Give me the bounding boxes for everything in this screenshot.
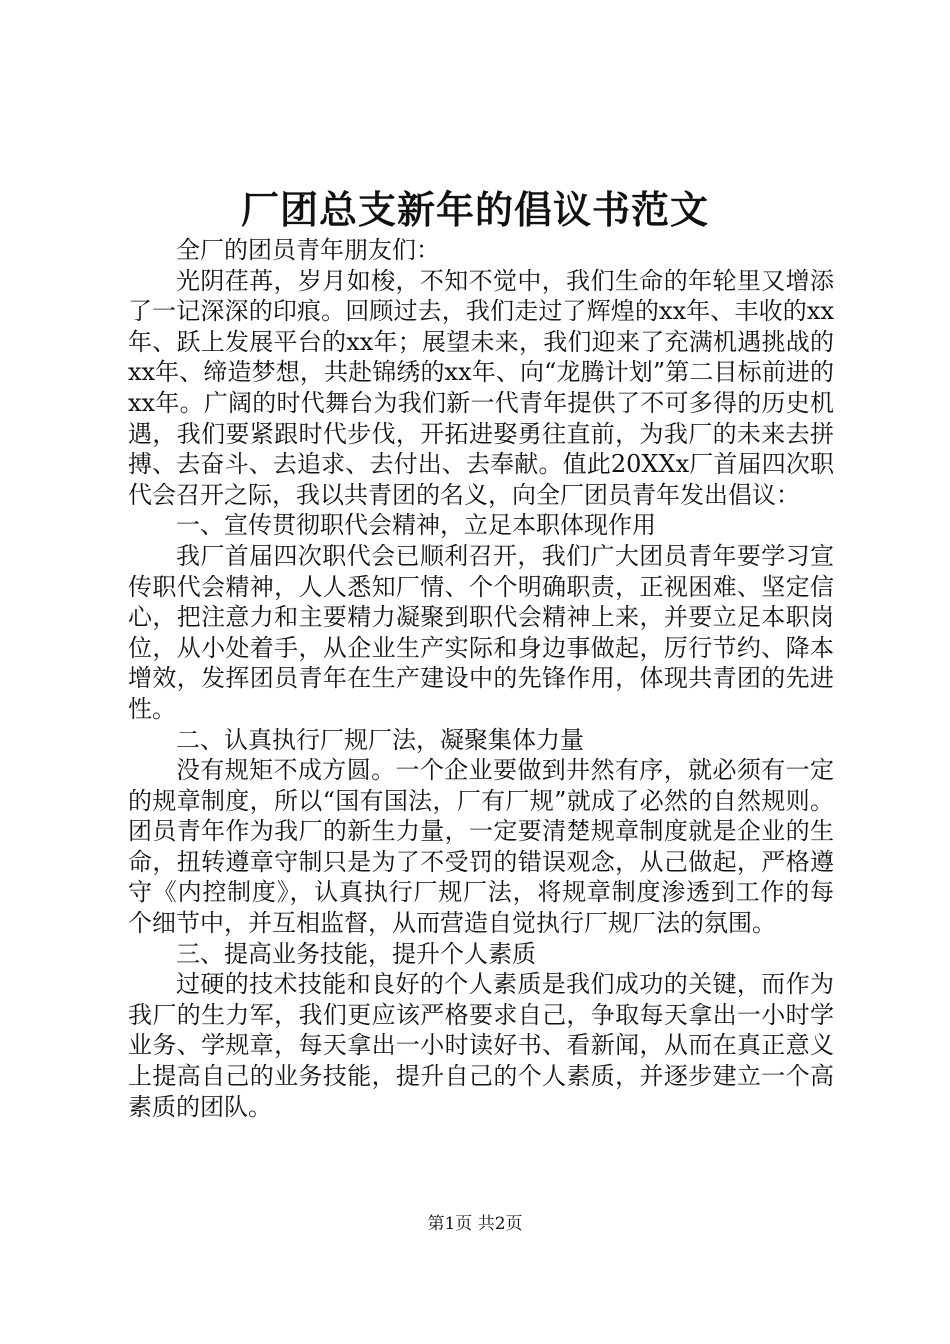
document-title: 厂团总支新年的倡议书范文 xyxy=(240,187,709,232)
section-heading-3: 三、提高业务技能，提升个人素质 xyxy=(176,939,536,968)
section-heading-2: 二、认真执行厂规厂法，凝聚集体力量 xyxy=(176,725,584,754)
salutation: 全厂的团员青年朋友们： xyxy=(176,236,440,264)
page-number-footer: 第1页 共2页 xyxy=(427,1214,523,1234)
document-body xyxy=(128,235,834,1122)
paragraph-section-3: 过硬的技术技能和良好的个人素质是我们成功的关键，而作为我厂的生力军，我们更应该严格要求自己，争取每天拿出一小时学业务、学规章，每天拿出一小时读好书、看新闻，从而在真正意义上提高自己的业务技能，提升自己的个人素质，并逐步建立一个高素质的团队。 xyxy=(128,970,834,1121)
paragraph-section-2: 没有规矩不成方圆。一个企业要做到井然有序，就必须有一定的规章制度，所以“国有国法，厂有厂规”就成了必然的自然规则。团员青年作为我厂的新生力量，一定要清楚规章制度就是企业的生命，扭转遵章守制只是为了不受罚的错误观念，从己做起，严格遵守《内控制度》，认真执行厂规厂法，将规章制度渗透到工作的每个细节中，并互相监督，从而营造自觉执行厂规厂法的氛围。 xyxy=(128,756,834,938)
section-heading-1: 一、宣传贯彻职代会精神，立足本职体现作用 xyxy=(176,511,656,540)
paragraph-section-1: 我厂首届四次职代会已顺利召开，我们广大团员青年要学习宣传职代会精神，人人悉知厂情、个个明确职责，正视困难、坚定信心，把注意力和主要精力凝聚到职代会精神上来，并要立足本职岗位，从小处着手，从企业生产实际和身边事做起，厉行节约、降本增效，发挥团员青年在生产建设中的先锋作用，体现共青团的先进性。 xyxy=(128,541,834,723)
paragraph-intro: 光阴荏苒，岁月如梭，不知不觉中，我们生命的年轮里又增添了一记深深的印痕。回顾过去，我们走过了辉煌的xx年、丰收的xx年、跃上发展平台的xx年；展望未来，我们迎来了充满机遇挑战的xx年、缔造梦想，共赴锦绣的xx年、向“龙腾计划”第二目标前进的xx年。广阔的时代舞台为我们新一代青年提供了不可多得的历史机遇，我们要紧跟时代步伐，开拓进娶勇往直前，为我厂的未来去拼搏、去奋斗、去追求、去付出、去奉献。值此20XXx厂首届四次职代会召开之际，我以共青团的名义，向全厂团员青年发出倡议： xyxy=(128,266,834,509)
